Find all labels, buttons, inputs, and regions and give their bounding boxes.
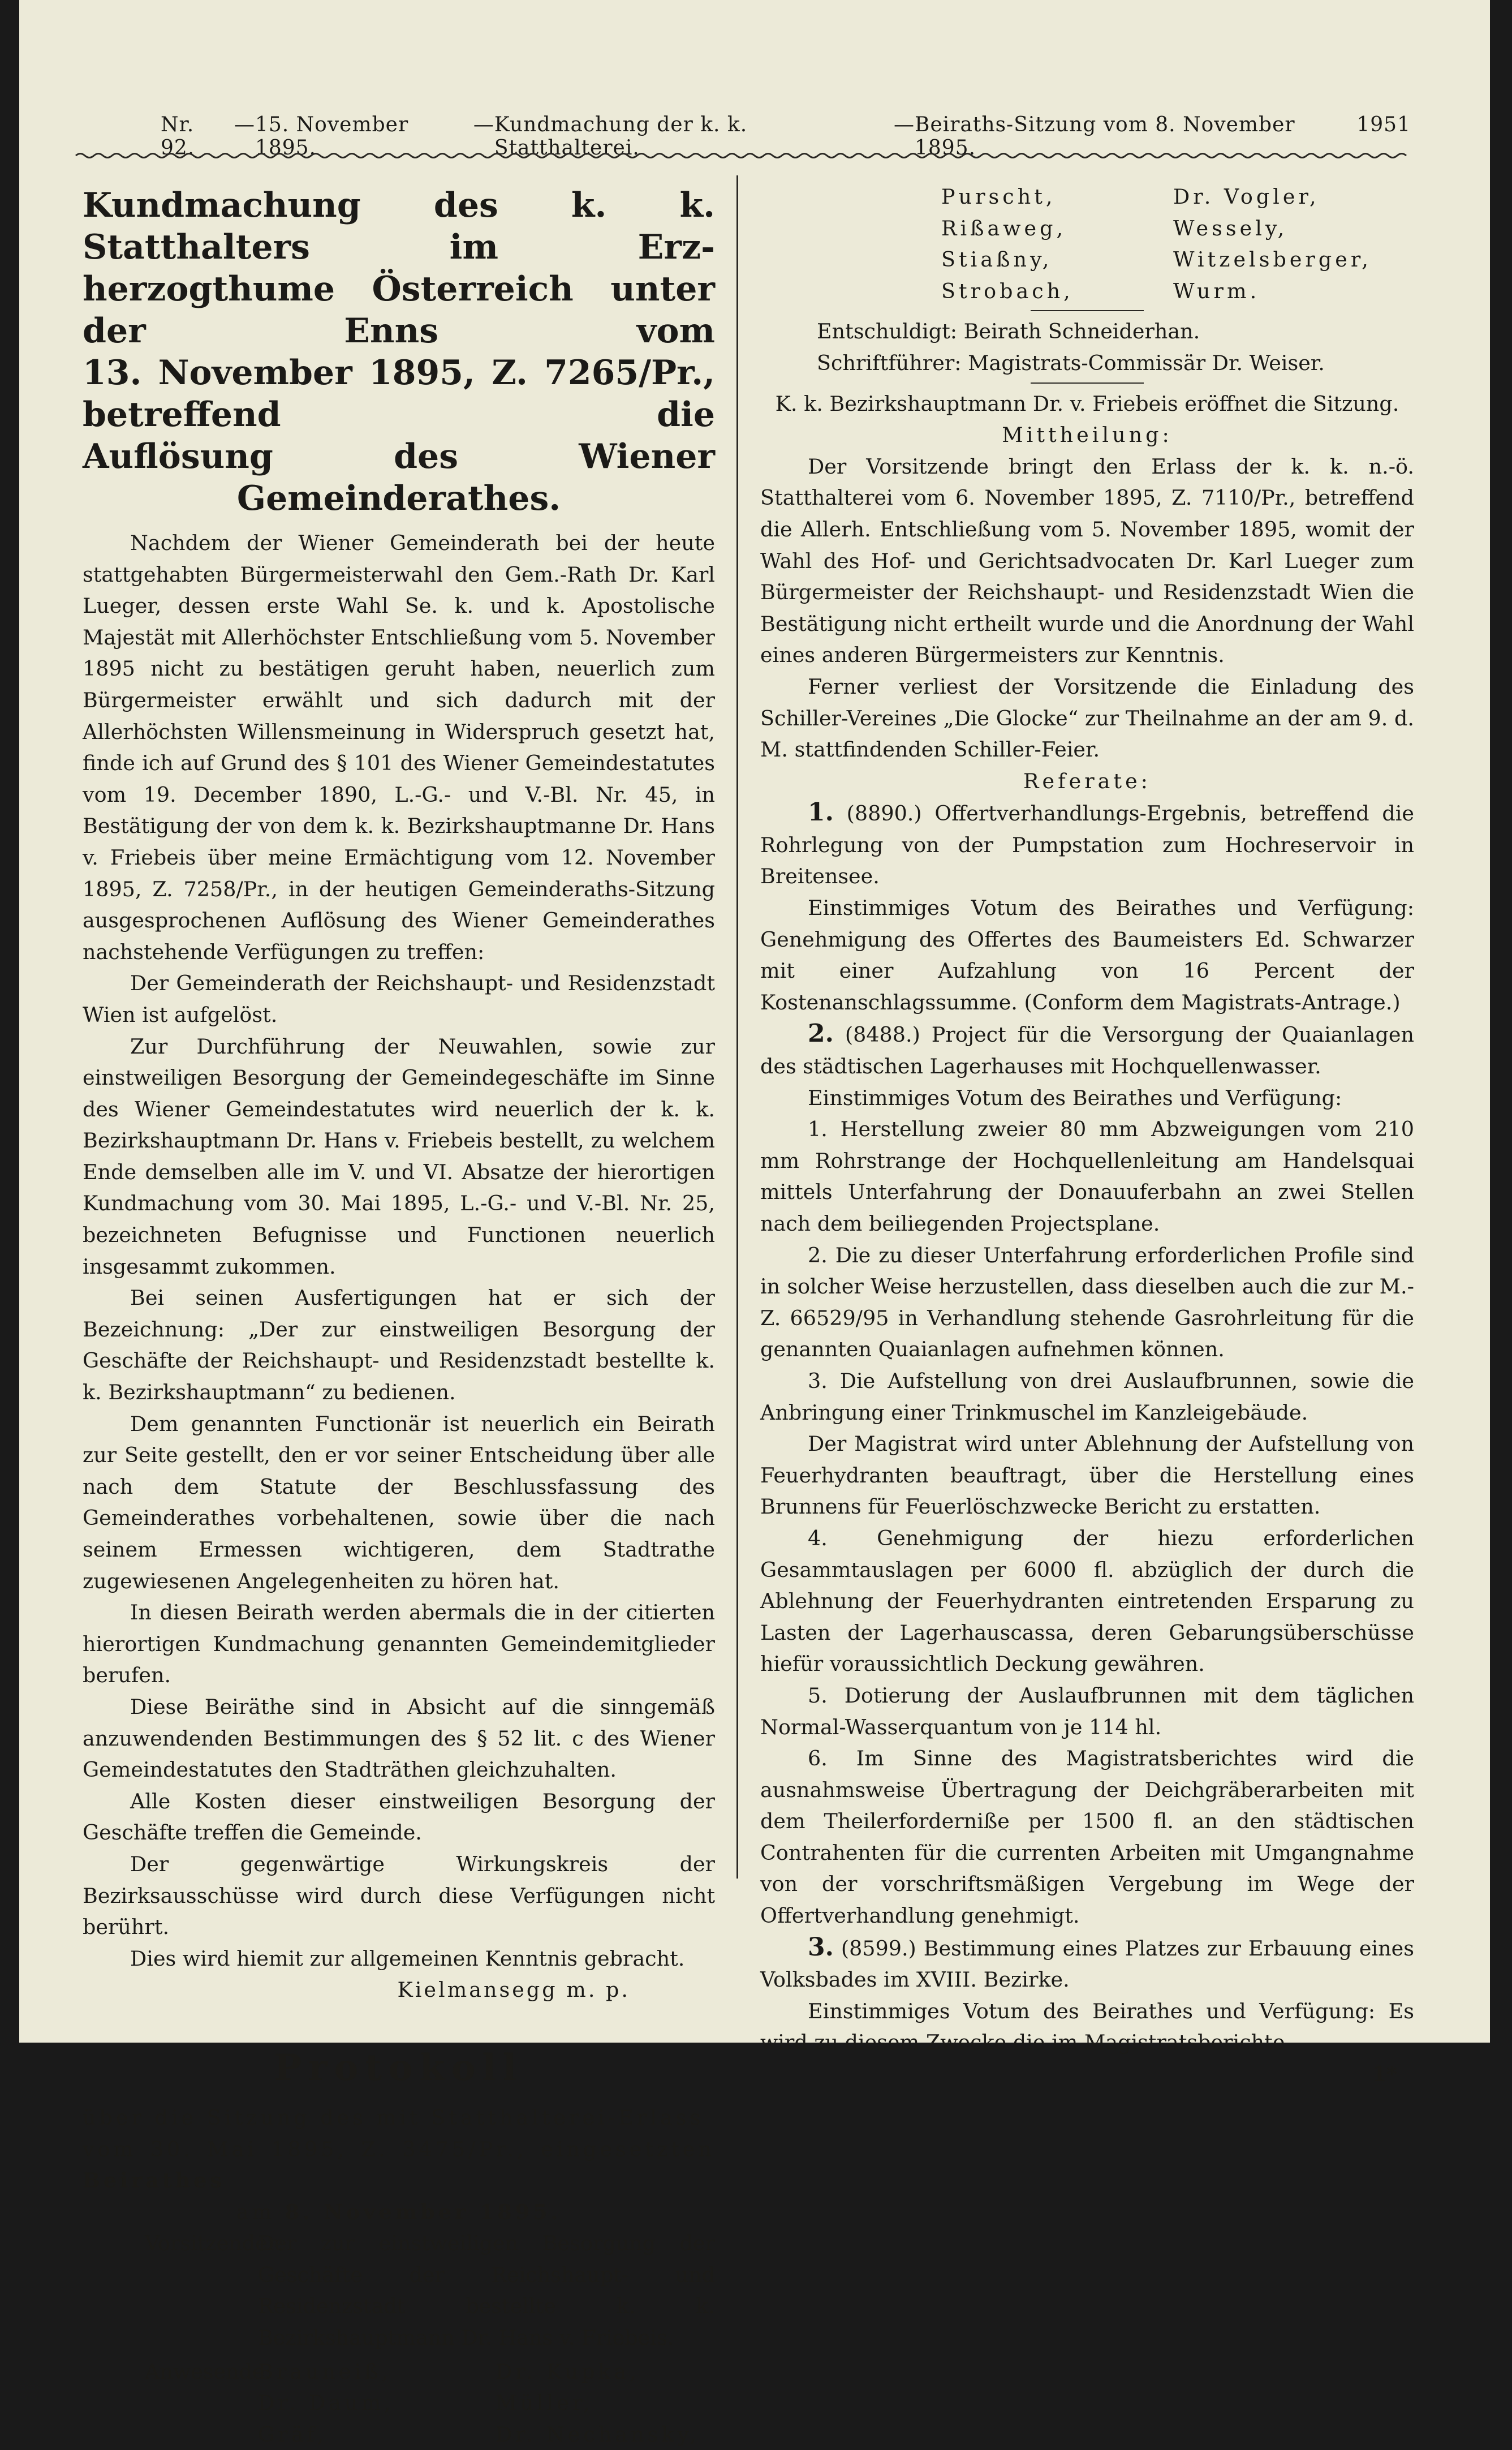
paragraph: Zur Durchführung der Neuwahlen, sowie zur einstweiligen Besorgung der Gemeindegeschäfte im Sinne des Wiener Gemeindestatutes wird neuerlich der k. k. Bezirkshauptmann Dr. Hans v. Friebeis bestellt, zu welchem Ende demselben alle im V. und VI. Absatze der hierortigen Kundmachung vom 30. Mai 1895, L.-G.- und V.-Bl. Nr. 25, bezeichneten Befugnisse und Functionen neuerlich insgesammt zukommen.: [83, 1034, 715, 1279]
member-name: Dr. Daum,: [258, 2391, 394, 2415]
paragraph: Bei seinen Ausfertigungen hat er sich der Bezeichnung: „Der zur einstweiligen Besorgung der Geschäfte der Reichshaupt- und Residenzstadt bestellte k. k. Bezirkshauptmann“ zu bedienen.: [83, 1286, 715, 1405]
votum: Einstimmiges Votum des Beirathes und Verfügung: Genehmigung des Offertes des Baumeisters Ed. Schwarzer mit einer Aufzahlung von 16 Percent der Kostenanschlagssumme. (Conform dem Magistrats-Antrage.): [760, 896, 1414, 1015]
protokoll-intro-bold: Beirathes: [83, 2168, 225, 2193]
secretary-line: Schriftführer: Magistrats-Commissär Dr. Weiser.: [817, 350, 1325, 375]
chair-value: Der zur einstweiligen Besorgung der Geschäfte der Reichshaupt- und Residenzstadt bestellte k. k. Bezirkshauptmann Dr. Hans v. Friebeis.: [258, 2231, 715, 2350]
agenda-point: 3. Die Aufstellung von drei Auslaufbrunnen, sowie die Anbringung einer Trinkmuschel im Kanzleigebäude.: [760, 1368, 1414, 1425]
agenda-item: [760, 1018, 1414, 1082]
agenda-point: 4. Genehmigung der hiezu erforderlichen Gesammtauslagen per 6000 fl. abzüglich der durch die Ablehnung der Feuerhydranten eintretenden Ersparung zu Lasten der Lagerhauscassa, deren Gebarungsüberschüsse hiefür voraussichtlich Deckung gewähren.: [760, 1525, 1414, 1677]
mittheilung-heading: Mittheilung:: [1002, 423, 1173, 448]
title-line: Kundmachung des k. k. Statthalters im Erz-: [83, 186, 715, 267]
member-name: Dr. Vogler,: [1173, 184, 1320, 209]
article-title: [83, 184, 715, 519]
agenda-number: 1.: [808, 798, 834, 827]
opening-line: K. k. Bezirkshauptmann Dr. v. Friebeis eröffnet die Sitzung.: [775, 391, 1399, 416]
issue-date: 15. November 1895.: [255, 113, 409, 160]
paragraph: Ferner verliest der Vorsitzende die Einladung des Schiller-Vereines „Die Glocke“ zur Theilnahme an der am 9. d. M. stattfindenden Schiller-Feier.: [760, 674, 1414, 762]
agenda-point: 5. Dotierung der Auslaufbrunnen mit dem täglichen Normal-Wasserquantum von je 114 hl.: [760, 1683, 1414, 1739]
member-name: Purscht,: [941, 184, 1056, 209]
short-rule: [1031, 382, 1144, 384]
protokoll-date-prefix: am: [236, 2199, 275, 2224]
header-section: Kundmachung der k. k. Statthalterei.: [494, 113, 748, 160]
issue-number: Nr. 92.: [161, 113, 195, 160]
agenda-text: (8599.) Bestimmung eines Platzes zur Erbauung eines Volksbades im XVIII. Bezirke.: [760, 1936, 1414, 1992]
title-line: Auflösung des Wiener Gemeinderathes.: [83, 437, 715, 518]
paragraph: Dem genannten Functionär ist neuerlich ein Beirath zur Seite gestellt, den er vor seiner Entscheidung über alle nach dem Statute der Beschlussfassung des Gemeinderathes vorbehaltenen, sowie über die nach seinem Ermessen wichtigeren, dem Stadtrathe zugewiesenen Angelegenheiten zu hören hat.: [83, 1411, 715, 1593]
member-name: Dr. Nechansky,: [496, 2422, 700, 2447]
member-name: Strobach,: [941, 278, 1074, 303]
member-name: Witzelsberger,: [1173, 247, 1372, 272]
chair-row: [83, 2228, 715, 2353]
member-name: Dr. Kupka,: [496, 2359, 640, 2384]
paragraph: Der Gemeinderath der Reichshaupt- und Residenzstadt Wien ist aufgelöst.: [83, 971, 715, 1027]
member-name: Wurm.: [1173, 278, 1260, 303]
member-name: Wessely,: [1173, 216, 1288, 240]
excused-line: Entschuldigt: Beirath Schneiderhan.: [817, 319, 1200, 344]
agenda-number: 3.: [808, 1932, 834, 1962]
short-rule: [1031, 310, 1144, 311]
referate-heading: Referate:: [1023, 768, 1151, 793]
agenda-point: 6. Im Sinne des Magistratsberichtes wird die ausnahmsweise Übertragung der Deichgräberarbeiten mit dem Theilerforderniße per 1500 fl. an den städtischen Contrahenten für die currenten Arbeiten mit Umgangnahme von der vorschriftsmäßigen Vergebung im Wege der Offertverhandlung genehmigt.: [760, 1746, 1414, 1928]
agenda-text: (8890.) Offertverhandlungs-Ergebnis, betreffend die Rohrlegung von der Pumpstation zum Hochreservoir in Breitensee.: [760, 801, 1414, 889]
paragraph: Der Vorsitzende bringt den Erlass der k. k. n.-ö. Statthalterei vom 6. November 1895, Z. 7110/Pr., betreffend die Allerh. Entschließung vom 5. November 1895, womit der Wahl des Hof- und Gerichtsadvocaten Dr. Karl Lueger zum Bürgermeister der Reichshaupt- und Residenzstadt Wien die Bestätigung nicht ertheilt wurde und die Anordnung der Wahl eines anderen Bürgermeisters zur Kenntnis.: [760, 454, 1414, 668]
agenda-item: [760, 797, 1414, 892]
right-column: [760, 181, 1414, 2090]
member-name: Rißaweg,: [941, 216, 1067, 240]
title-line: herzogthume Österreich unter der Enns vom: [83, 269, 715, 351]
agenda-text: (8488.) Project für die Versorgung der Quaianlagen des städtischen Lagerhauses mit Hochquellenwasser.: [760, 1022, 1414, 1079]
member-name: Müller,: [496, 2391, 593, 2415]
header-dash: —: [234, 113, 255, 136]
paragraph: Dies wird hiemit zur allgemeinen Kenntnis gebracht.: [130, 1946, 685, 1971]
header-subject: Beiraths-Sitzung vom 8. November 1895.: [914, 113, 1295, 160]
votum: Einstimmiges Votum des Beirathes und Verfügung: Es wird zu diesem Zwecke die im Magistratsberichte: [760, 1998, 1414, 2055]
paragraph: Diese Beiräthe sind in Absicht auf die sinngemäß anzuwendenden Bestimmungen des § 52 lit. c des Wiener Gemeindestatutes den Stadträthen gleichzuhalten.: [83, 1694, 715, 1782]
present-names: [258, 2356, 715, 2450]
agenda-point: Der Magistrat wird unter Ablehnung der Aufstellung von Feuerhydranten beauftragt, über die Herstellung eines Brunnens für Feuerlöschzwecke Bericht zu erstatten.: [760, 1432, 1414, 1519]
protokoll-intro: [83, 2134, 715, 2197]
header-dash: —: [473, 113, 494, 136]
member-name: Gräf,: [258, 2422, 328, 2447]
present-names-continued: [760, 181, 1414, 307]
column-divider: [736, 175, 738, 1879]
newspaper-page: [19, 0, 1490, 2447]
member-name: Brauneiß,: [258, 2359, 392, 2384]
paragraph: Alle Kosten dieser einstweiligen Besorgung der Geschäfte treffen die Gemeinde.: [83, 1789, 715, 1845]
protokoll-date: 8. November 1895.: [285, 2199, 562, 2224]
agenda-number: 2.: [808, 1019, 834, 1048]
present-label: Anwesende:: [145, 2359, 272, 2384]
protokoll-intro-text: vom 30. Mai 1895, Z. 3475/Pr., eingesetzten: [83, 2137, 715, 2161]
header-dash: —: [893, 113, 915, 136]
wavy-divider: [76, 152, 1411, 160]
page-number: 1951: [1356, 113, 1411, 136]
present-row: [83, 2356, 715, 2450]
protokoll-intro: über die Sitzung des mit Statthalterei-Erlass: [83, 2105, 704, 2130]
signature: Kielmansegg m. p.: [397, 1978, 630, 2002]
agenda-item: [760, 1932, 1414, 1996]
paragraph: In diesen Beirath werden abermals die in der citierten hierortigen Kundmachung genannten Gemeindemitglieder berufen.: [83, 1600, 715, 1688]
votum: Einstimmiges Votum des Beirathes und Verfügung:: [808, 1085, 1342, 1110]
left-column: [83, 181, 715, 2450]
paragraph: Der gegenwärtige Wirkungskreis der Bezirksausschüsse wird durch diese Verfügungen nicht berührt.: [83, 1851, 715, 1940]
agenda-point: 1. Herstellung zweier 80 mm Abzweigungen vom 210 mm Rohrstrange der Hochquellenleitung am Handelsquai mittels Unterfahrung der Donauuferbahn an zwei Stellen nach dem beiliegenden Projectsplane.: [760, 1117, 1414, 1236]
protokoll-date-line: [83, 2197, 715, 2228]
member-name: Stiaßny,: [941, 247, 1053, 272]
chair-label: Vorsitzender:: [145, 2231, 285, 2256]
agenda-point: 2. Die zu dieser Unterfahrung erforderlichen Profile sind in solcher Weise herzustellen, dass dieselben auch die zur M.-Z. 66529/95 in Verhandlung stehende Gasrohrleitung für die genannten Quaianlagen aufnehmen können.: [760, 1243, 1414, 1362]
title-line: 13. November 1895, Z. 7265/Pr., betreffend die: [83, 353, 715, 435]
paragraph: Nachdem der Wiener Gemeinderath bei der heute stattgehabten Bürgermeisterwahl den Gem.-Rath Dr. Karl Lueger, dessen erste Wahl Se. k. und k. Apostolische Majestät mit Allerhöchster Entschließung vom 5. November 1895 nicht zu bestätigen geruht haben, neuerlich zum Bürgermeister erwählt und sich dadurch mit der Allerhöchsten Willensmeinung in Widerspruch gesetzt hat, finde ich auf Grund des § 101 des Wiener Gemeindestatutes vom 19. December 1890, L.-G.- und V.-Bl. Nr. 45, in Bestätigung der von dem k. k. Bezirkshauptmanne Dr. Hans v. Friebeis über meine Ermächtigung vom 12. November 1895, Z. 7258/Pr., in der heutigen Gemeinderaths-Sitzung ausgesprochenen Auflösung des Wiener Gemeinderathes nachstehende Verfügungen zu treffen:: [83, 531, 715, 964]
signature-mark: 1*: [1372, 2062, 1397, 2087]
protokoll-title: Protokoll: [274, 2046, 524, 2089]
running-header: [161, 113, 1411, 160]
